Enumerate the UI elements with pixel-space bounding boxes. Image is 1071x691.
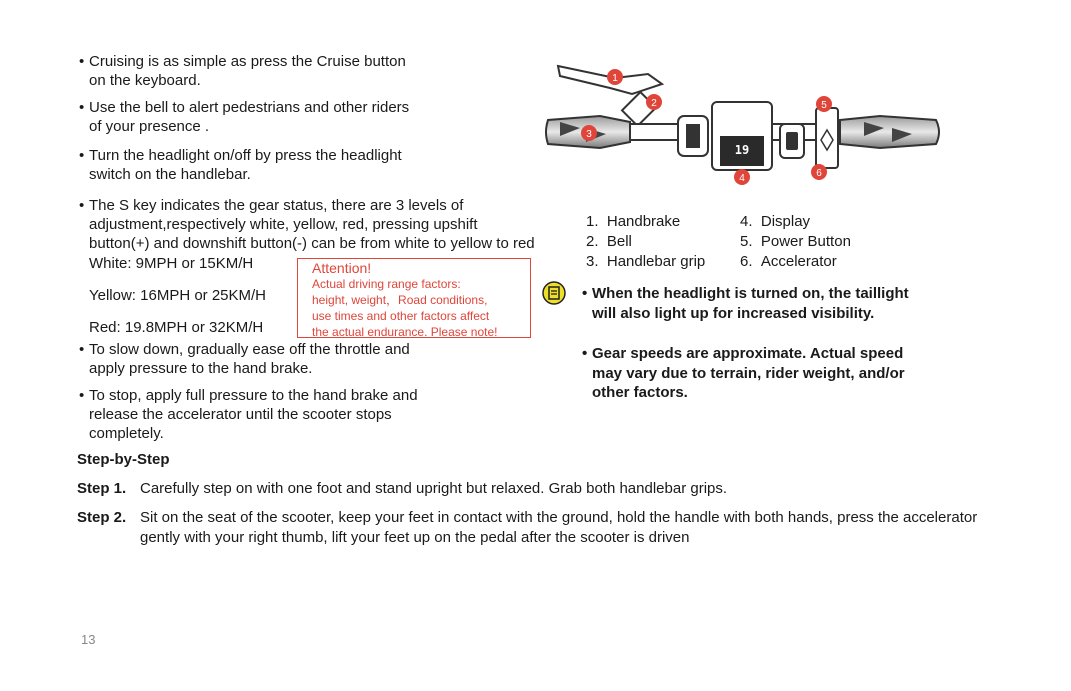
part-item: 4. Display <box>740 213 811 230</box>
handlebar-diagram <box>540 58 950 188</box>
note-taillight: • When the headlight is turned on, the taillight will also light up for increased visibility. <box>582 285 909 322</box>
note-icon <box>542 281 566 305</box>
svg-text:5: 5 <box>821 100 827 111</box>
part-item: 3. Handlebar grip <box>586 253 706 270</box>
bullet-bell: • Use the bell to alert pedestrians and other riders of your presence . <box>79 99 410 135</box>
step-1: Step 1. <box>77 480 127 497</box>
svg-text:6: 6 <box>816 168 822 179</box>
page-number: 13 <box>81 632 96 647</box>
bullet-gear: • The S key indicates the gear status, there are 3 levels of adjustment,respectively white, yellow, red, pressing upshift button(+) and downshift button(-) can be from white to yellow to red <box>79 197 535 252</box>
svg-text:3: 3 <box>586 129 592 140</box>
step-1-text: Carefully step on with one foot and stand upright but relaxed. Grab both handlebar grips. <box>140 480 728 497</box>
bullet-cruise: • Cruising is as simple as press the Cruise button on the keyboard. <box>79 53 406 89</box>
parts-list-right <box>740 212 851 272</box>
right-grip <box>840 116 939 148</box>
gear-red: Red: 19.8MPH or 32KM/H <box>89 319 264 336</box>
steps-heading: Step-by-Step <box>77 451 170 468</box>
bullet-stop: • To stop, apply full pressure to the hand brake and release the accelerator until the scooter stops completely. <box>79 387 418 442</box>
part-item: 5. Power Button <box>740 233 851 250</box>
step-2-text: Sit on the seat of the scooter, keep your feet in contact with the ground, hold the handle with both hands, press the accelerator gently with your right thumb, lift your feet up on the pedal after the scooter is driven <box>140 509 978 546</box>
part-item: 6. Accelerator <box>740 253 837 270</box>
display-reading: 19 <box>734 143 750 157</box>
part-item: 1. Handbrake <box>586 213 681 230</box>
attention-box: Attention! Actual driving range factors: height, weight，Road conditions, use times and other factors affect the actual endurance. Please note! <box>297 258 531 338</box>
part-item: 2. Bell <box>586 233 632 250</box>
svg-text:4: 4 <box>739 173 745 184</box>
note-gear-speeds: • Gear speeds are approximate. Actual speed may vary due to terrain, rider weight, and/or other factors. <box>582 345 905 401</box>
bullet-slow: • To slow down, gradually ease off the throttle and apply pressure to the hand brake. <box>79 341 410 377</box>
attention-title: Attention! <box>312 260 372 276</box>
svg-text:1: 1 <box>612 73 618 84</box>
step-2: Step 2. <box>77 509 127 526</box>
gear-white: White: 9MPH or 15KM/H <box>89 255 254 272</box>
gear-yellow: Yellow: 16MPH or 25KM/H <box>89 287 267 304</box>
parts-list-left <box>586 212 705 272</box>
bullet-headlight: • Turn the headlight on/off by press the headlight switch on the handlebar. <box>79 147 402 183</box>
svg-text:2: 2 <box>651 98 657 109</box>
